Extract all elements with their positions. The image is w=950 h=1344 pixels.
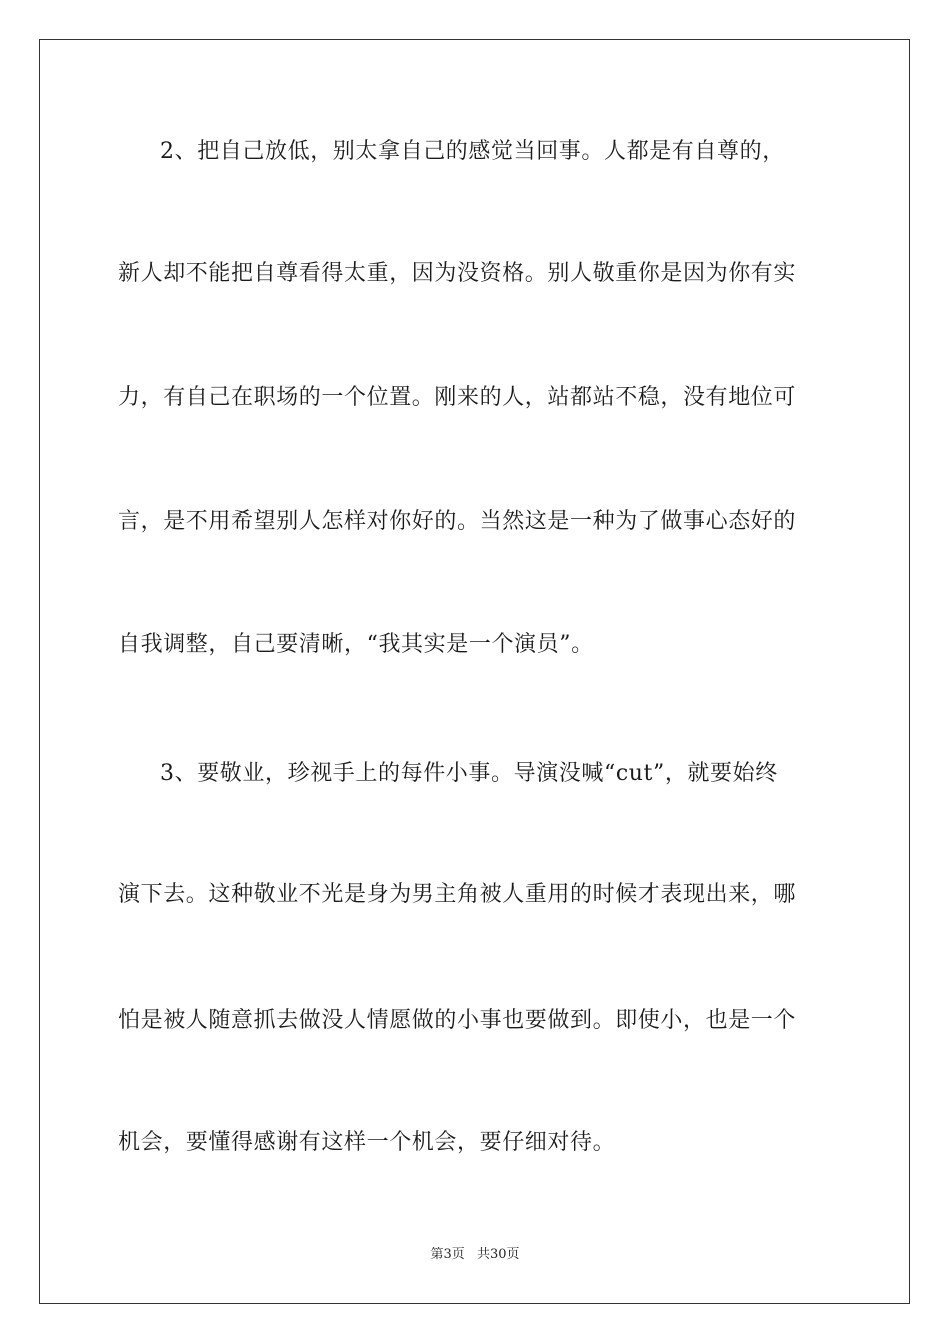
paragraph-line: 言，是不用希望别人怎样对你好的。当然这是一种为了做事心态好的: [118, 509, 797, 534]
paragraph-line: 力，有自己在职场的一个位置。刚来的人，站都站不稳，没有地位可: [118, 385, 797, 410]
page-frame: [39, 39, 910, 1304]
page-total: 共30页: [476, 1247, 520, 1262]
page-footer: [0, 1246, 950, 1264]
paragraph-line: 新人却不能把自尊看得太重，因为没资格。别人敬重你是因为你有实: [118, 261, 797, 286]
paragraph-line: 机会，要懂得感谢有这样一个机会，要仔细对待。: [118, 1130, 616, 1155]
paragraph-line: 演下去。这种敬业不光是身为男主角被人重用的时候才表现出来，哪: [118, 882, 797, 907]
paragraph-line: 3、要敬业，珍视手上的每件小事。导演没喊“cut”，就要始终: [160, 761, 778, 786]
page-number: 第3页: [430, 1247, 465, 1262]
paragraph-line: 自我调整，自己要清晰，“我其实是一个演员”。: [118, 632, 594, 657]
paragraph-line: 怕是被人随意抓去做没人情愿做的小事也要做到。即使小，也是一个: [118, 1008, 797, 1033]
paragraph-line: 2、把自己放低，别太拿自己的感觉当回事。人都是有自尊的，: [160, 139, 785, 164]
